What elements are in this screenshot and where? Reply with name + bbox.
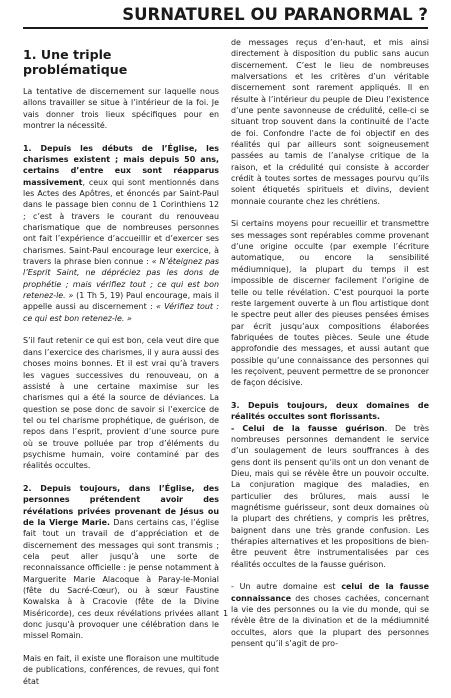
title-rule <box>23 27 428 29</box>
point-1-text-2: (1 Th 5, 19) Paul encourage, mais il appelle aussi au discernement : <box>23 291 219 312</box>
point-2-heading: 2. Depuis toujours, dans l’Église, des personnes prétendent avoir des révélations privées provenant de Jésus ou de la Vierge Marie. <box>23 483 219 527</box>
quote-thessaloniciens: « N’éteignez pas l’Esprit Saint, ne dépréciez pas les dons de prophétie ; mais vérifiez tout ; ce qui est bon retenez-le. » <box>23 257 220 301</box>
point-3-heading-text: 3. Depuis toujours, deux domaines de réalités occultes sont florissants. <box>231 400 429 422</box>
left-paragraph-deviances: S’il faut retenir ce qui est bon, cela veut dire que dans l’exercice des charismes, il y aura aussi des choses moins bonnes. Et il est vrai qu’à travers les vagues successives du renouveau, on a assisté à une certaine maximise sur les charismes qui a été la source de déviances. La question se pose donc de savoir si l’exercice de tel ou tel charisme prophétique, de guérison, de repos dans l’esprit, provient d’une source pure où se trouve polluée par trop d’éléments du psychisme humain, voire contaminé par des réalités occultes. <box>23 336 219 471</box>
page-title: SURNATUREL OU PARANORMAL ? <box>122 5 428 24</box>
point-1-heading: 1. Depuis les débuts de l’Église, les charismes existent ; mais depuis 50 ans, certains d’entre eux sont réapparus massivement <box>23 143 219 187</box>
point-3-heading <box>231 400 429 423</box>
fausse-guerison-label: - Celui de la fausse guérison <box>231 423 385 433</box>
right-paragraph-guerison <box>231 423 429 570</box>
point-1-text: , ceux qui sont mentionnés dans les Actes des Apôtres, et énoncés par Saint-Paul dans le passage bien connu de 1 Corinthiens 12 ; c’est à travers le courant du renouveau charismatique que de nombreuses personnes ont fait l’expérience d’accueillir et d’exercer ses charismes. Saint-Paul encourage leur exercice, à travers la phrase bien connue : <box>23 177 219 267</box>
point-2-text: Dans certains cas, l’église fait tout un travail de d’appréciation et de discernement des messages qui sont transmis ; cela peut aller jusqu’à une sorte de reconnaissance officielle : je pense notamment à Marguerite Marie Alacoque à Paray-le-Monial (fête du Sacré-Cœur), ou à sœur Faustine Kowalska à à Cracovie (fête de la Divine Miséricorde), ces deux révélations privées allant donc jusqu’à provoquer une célébration dans le missel Romain. <box>23 517 220 641</box>
fausse-connaissance-label: celui de la fausse connaissance <box>231 582 430 603</box>
left-paragraph-publications: Mais en fait, il existe une floraison une multitude de publications, conférences, de revues, qui font état <box>23 654 219 686</box>
right-paragraph-moyens: Si certains moyens pour recueillir et transmettre ses messages sont repérables comme provenant d’une origine occulte (par exemple l’écriture automatique, ou encore la sensibilité médiumnique), la plupart du temps il est impossible de discerner facilement l’origine de telle ou telle révélation. C’est pourquoi la porte reste largement ouverte à un flou artistique dont le spectre peut aller des pieuses pensées émises par écrit jusqu’aux compositions élaborées fabriquées de toutes pièces. Seule une étude approfondie des messages, et aussi autant que possible qu’une connaissance des personnes qui les reçoivent, peuvent permettre de se prononcer de façon décisive. <box>231 219 429 388</box>
right-paragraph-messages: de messages reçus d’en-haut, et mis ainsi directement à disposition du public sans aucun discernement. C’est le lieu de nombreuses malversations et les critères d’un véritable discernement sont rarement appliqués. Il en résulte à l’intérieur du peuple de Dieu l’existence d’une pente savonneuse de crédulité, celle-ci se situant trop souvent dans la continuité de l’acte de foi. Confondre l’acte de foi objectif en des réalités qui par ailleurs sont soigneusement passées au tamis de l’analyse critique de la raison, et la crédulité qui consiste à accorder crédit à toutes sortes de messages pourvu qu’ils soient étiquetés spirituels et divins, devient monnaie courante chez les chrétiens. <box>231 38 429 206</box>
left-paragraph-intro: La tentative de discernement sur laquelle nous allons travailler se situe à l’intérieur de la foi. Je vais donner trois lieux spécifiques pour en montrer la nécessité. <box>23 87 219 131</box>
quote-verifiez: « Vérifiez tout : ce qui est bon retenez-le. » <box>23 302 219 323</box>
fausse-guerison-text: . De très nombreuses personnes demandent le service d’un soulagement de leurs souffrances à des gens dont ils pensent qu’ils ont un don venant de Dieu, mais qui se révèle être un pouvoir occulte. La conjuration magique des maladies, en particulier des brûlures, mais aussi le magnétisme guérisseur, sont deux domaines où la plupart des chrétiens, y compris les prêtres, baignent dans une très grande confusion. Les thérapies alternatives et les propositions de bien-être peuvent être instrumentalisées par ces réalités occultes de la fausse guérison. <box>231 423 429 569</box>
connaissance-text-2: des choses cachées, concernant la vie des personnes ou la vie du monde, qui se révèle être de la divination et de la médiumnité occultes, alors que la plupart des personnes pensent qu’il s’agit de pro- <box>231 593 429 649</box>
connaissance-text-1: - Un autre domaine est <box>231 582 342 592</box>
right-column <box>231 37 429 649</box>
section-heading: 1. Une triple problématique <box>23 47 128 77</box>
left-column <box>23 37 219 698</box>
page-number: 1 <box>222 609 229 618</box>
left-paragraph-charismes <box>23 143 219 325</box>
